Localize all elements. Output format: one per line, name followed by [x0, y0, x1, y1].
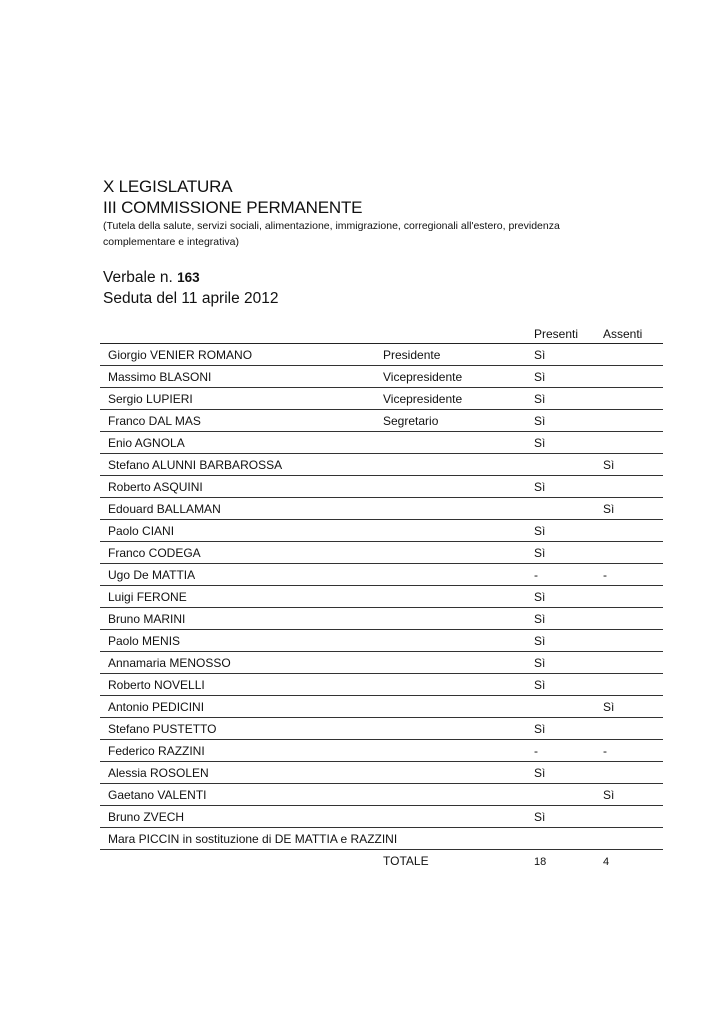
member-role: Presidente: [383, 348, 441, 362]
member-role: Vicepresidente: [383, 392, 463, 406]
table-row: [100, 498, 663, 520]
table-row: [100, 740, 663, 762]
presenti-cell: -: [534, 744, 538, 758]
presenti-cell: Sì: [534, 810, 546, 824]
table-row: [100, 784, 663, 806]
member-name: Roberto NOVELLI: [108, 678, 205, 692]
table-row: [100, 828, 663, 850]
assenti-cell: Sì: [603, 700, 615, 714]
commissione-title: III COMMISSIONE PERMANENTE: [103, 198, 363, 217]
table-row: [100, 762, 663, 784]
table-row: [100, 454, 663, 476]
table-row: [100, 696, 663, 718]
presenti-cell: Sì: [534, 656, 546, 670]
member-name: Annamaria MENOSSO: [108, 656, 231, 670]
presenti-cell: Sì: [534, 546, 546, 560]
header-assenti: Assenti: [603, 327, 643, 341]
member-name: Stefano ALUNNI BARBAROSSA: [108, 458, 283, 472]
member-name: Enio AGNOLA: [108, 436, 185, 450]
assenti-cell: Sì: [603, 788, 615, 802]
verbale-number: 163: [177, 270, 200, 285]
member-name: Federico RAZZINI: [108, 744, 205, 758]
member-name: Paolo CIANI: [108, 524, 175, 538]
table-row: [100, 652, 663, 674]
presenti-cell: Sì: [534, 766, 546, 780]
member-name: Ugo De MATTIA: [108, 568, 196, 582]
verbale-block: [103, 267, 279, 309]
member-name: Stefano PUSTETTO: [108, 722, 217, 736]
presenti-cell: Sì: [534, 392, 546, 406]
table-row: [100, 410, 663, 432]
table-row: [100, 366, 663, 388]
member-name: Antonio PEDICINI: [108, 700, 205, 714]
total-label: TOTALE: [383, 854, 429, 868]
presenti-cell: -: [534, 568, 538, 582]
verbale-number-line: [103, 267, 279, 288]
member-role: Vicepresidente: [383, 370, 463, 384]
member-name: Franco CODEGA: [108, 546, 201, 560]
assenti-cell: -: [603, 744, 607, 758]
table-row: [100, 630, 663, 652]
verbale-label: Verbale n.: [103, 269, 173, 286]
member-name: Bruno ZVECH: [108, 810, 185, 824]
member-name: Bruno MARINI: [108, 612, 186, 626]
header-presenti: Presenti: [534, 327, 579, 341]
assenti-cell: Sì: [603, 502, 615, 516]
presenti-cell: Sì: [534, 722, 546, 736]
seduta-date: Seduta del 11 aprile 2012: [103, 290, 279, 307]
presenti-cell: Sì: [534, 524, 546, 538]
member-name: Gaetano VALENTI: [108, 788, 207, 802]
presenti-cell: Sì: [534, 480, 546, 494]
legislatura-title: X LEGISLATURA: [103, 177, 233, 196]
table-row: [100, 520, 663, 542]
member-name: Roberto ASQUINI: [108, 480, 203, 494]
member-name: Giorgio VENIER ROMANO: [108, 348, 253, 362]
table-row: [100, 432, 663, 454]
table-row: [100, 476, 663, 498]
table-header-row: [100, 324, 663, 344]
assenti-cell: Sì: [603, 458, 615, 472]
table-row: [100, 674, 663, 696]
member-role: Segretario: [383, 414, 439, 428]
description-line-2: complementare e integrativa): [103, 236, 239, 248]
total-row: [100, 850, 663, 871]
table-row: [100, 564, 663, 586]
table-row: [100, 608, 663, 630]
table-row: [100, 388, 663, 410]
description-line-1: (Tutela della salute, servizi sociali, alimentazione, immigrazione, corregionali all'estero, previdenza: [103, 220, 560, 232]
document-header: [103, 176, 663, 250]
table-row: [100, 806, 663, 828]
presenti-cell: Sì: [534, 370, 546, 384]
presenti-cell: Sì: [534, 590, 546, 604]
presenti-cell: Sì: [534, 612, 546, 626]
presenti-cell: Sì: [534, 634, 546, 648]
member-name: Franco DAL MAS: [108, 414, 201, 428]
attendance-table: [100, 324, 663, 871]
assenti-cell: -: [603, 568, 607, 582]
total-presenti: 18: [534, 856, 547, 868]
total-assenti: 4: [603, 856, 610, 868]
member-name: Alessia ROSOLEN: [108, 766, 209, 780]
member-name: Mara PICCIN in sostituzione di DE MATTIA e RAZZINI: [108, 832, 398, 846]
member-name: Paolo MENIS: [108, 634, 181, 648]
table-row: [100, 542, 663, 564]
presenti-cell: Sì: [534, 414, 546, 428]
member-name: Luigi FERONE: [108, 590, 187, 604]
member-name: Edouard BALLAMAN: [108, 502, 221, 516]
table-row: [100, 344, 663, 366]
table-row: [100, 718, 663, 740]
member-name: Sergio LUPIERI: [108, 392, 193, 406]
table-row: [100, 586, 663, 608]
presenti-cell: Sì: [534, 348, 546, 362]
presenti-cell: Sì: [534, 678, 546, 692]
commissione-description: [103, 218, 663, 250]
presenti-cell: Sì: [534, 436, 546, 450]
table-body: [100, 344, 663, 850]
member-name: Massimo BLASONI: [108, 370, 212, 384]
